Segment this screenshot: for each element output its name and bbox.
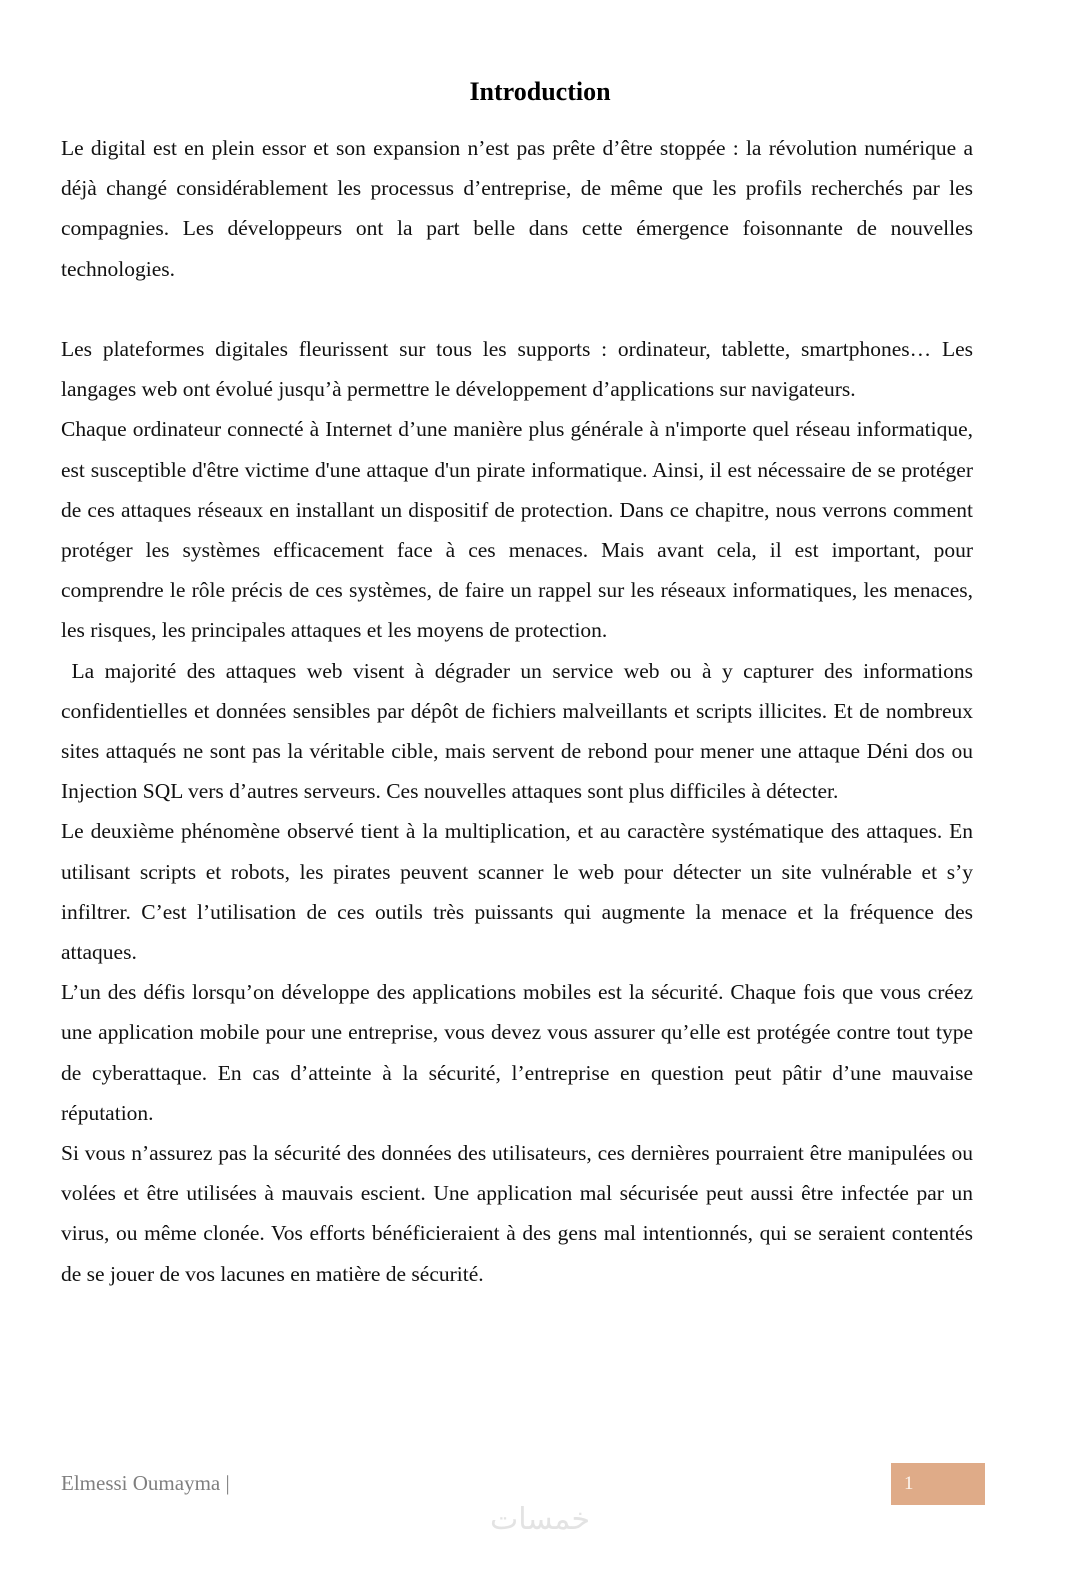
footer-author: Elmessi Oumayma | <box>61 1471 230 1495</box>
page-title: Introduction <box>469 77 611 107</box>
paragraph-user-data: Si vous n’assurez pas la sécurité des données des utilisateurs, ces dernières pourraient être manipulées ou volées et être utilisées à mauvais escient. Une application mal sécurisée peut aussi être infectée par un virus, ou même clonée. Vos efforts bénéficieraient à des gens mal intentionnés, qui se seraient contentés de se jouer de vos lacunes en matière de sécurité. <box>61 1141 973 1286</box>
page-number: 1 <box>904 1473 914 1494</box>
document-body <box>61 128 973 1294</box>
paragraph-platforms: Les plateformes digitales fleurissent sur tous les supports : ordinateur, tablette, smartphones… Les langages web ont évolué jusqu’à permettre le développement d’applications sur navigateurs. <box>61 337 973 402</box>
paragraph-digital-intro: Le digital est en plein essor et son expansion n’est pas prête d’être stoppée : la révolution numérique a déjà changé considérablement les processus d’entreprise, de même que les profils recherchés par les compagnies. Les développeurs ont la part belle dans cette émergence foisonnante de nouvelles technologies. <box>61 136 973 281</box>
paragraph-mobile-security: L’un des défis lorsqu’on développe des applications mobiles est la sécurité. Chaque fois que vous créez une application mobile pour une entreprise, vous devez vous assurer qu’elle est protégée contre tout type de cyberattaque. En cas d’atteinte à la sécurité, l’entreprise en question peut pâtir d’une mauvaise réputation. <box>61 980 973 1125</box>
paragraph-network-attacks: Chaque ordinateur connecté à Internet d’une manière plus générale à n'importe quel réseau informatique, est susceptible d'être victime d'une attaque d'un pirate informatique. Ainsi, il est nécessaire de se protéger de ces attaques réseaux en installant un dispositif de protection. Dans ce chapitre, nous verrons comment protéger les systèmes efficacement face à ces menaces. Mais avant cela, il est important, pour comprendre le rôle précis de ces systèmes, de faire un rappel sur les réseaux informatiques, les menaces, les risques, les principales attaques et les moyens de protection. <box>61 417 973 643</box>
watermark-logo: خمسات <box>489 1502 591 1537</box>
page-number-badge <box>891 1463 985 1505</box>
paragraph-second-phenomenon: Le deuxième phénomène observé tient à la multiplication, et au caractère systématique des attaques. En utilisant scripts et robots, les pirates peuvent scanner le web pour détecter un site vulnérable et s’y infiltrer. C’est l’utilisation de ces outils très puissants qui augmente la menace et la fréquence des attaques. <box>61 819 973 965</box>
paragraph-web-attacks: La majorité des attaques web visent à dégrader un service web ou à y capturer des informations confidentielles et données sensibles par dépôt de fichiers malveillants et scripts illicites. Et de nombreux sites attaqués ne sont pas la véritable cible, mais servent de rebond pour mener une attaque Déni dos ou Injection SQL vers d’autres serveurs. Ces nouvelles attaques sont plus difficiles à détecter. <box>61 658 974 804</box>
